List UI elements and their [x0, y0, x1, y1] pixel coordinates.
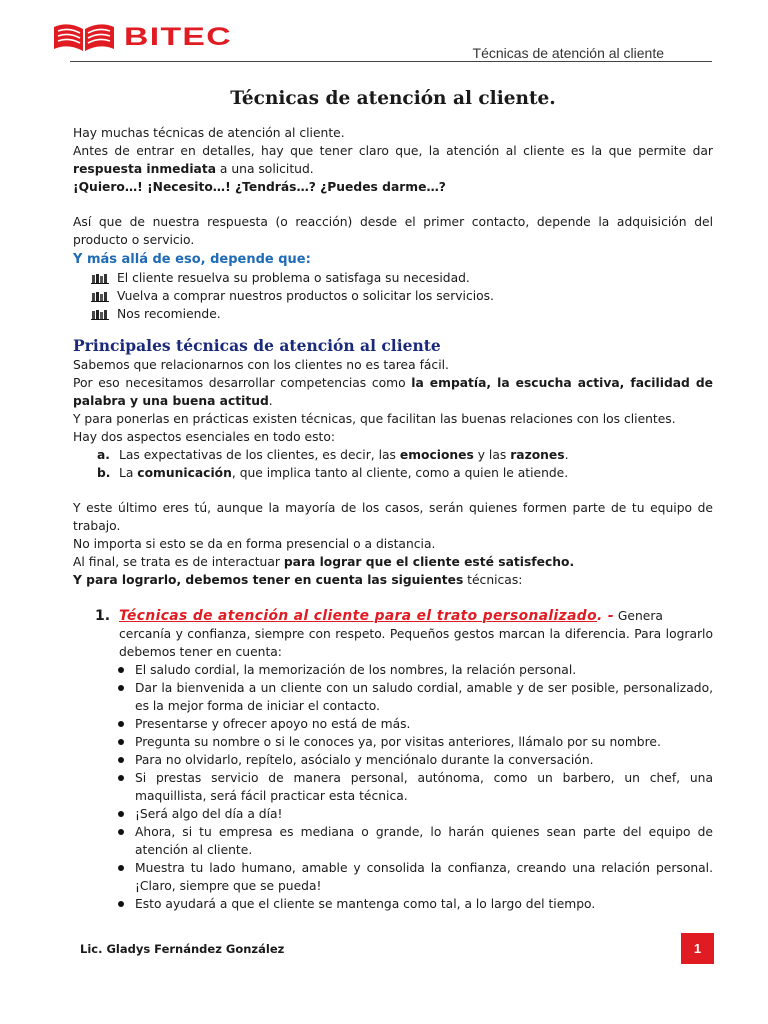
aspect-bold: emociones — [399, 448, 474, 462]
list-item: El saludo cordial, la memorización de los nombres, la relación personal. — [135, 661, 713, 679]
principal-p2-bold: la empatía, la escucha activa, facilidad de palabra y una buena actitud — [73, 376, 713, 408]
principal-p7-text: Al final, se trata es de interactuar — [73, 555, 284, 569]
principal-p8-bold: Y para lograrlo, debemos tener en cuenta las siguientes — [73, 573, 464, 587]
intro-p2-text: Antes de entrar en detalles, hay que tener claro que, la atención al cliente es la que permite dar — [73, 144, 713, 158]
list-item: Si prestas servicio de manera personal, autónoma, como un barbero, un chef, una maquillista, será fácil practicar esta técnica. — [135, 771, 713, 803]
list-item: Muestra tu lado humano, amable y consolida la confianza, creando una relación personal. ¡Claro, siempre que se pueda! — [135, 861, 713, 893]
beyond-list — [73, 269, 713, 323]
list-item-text: El cliente resuelva su problema o satisfaga su necesidad. — [117, 271, 470, 285]
list-item — [97, 446, 713, 464]
list-item: Presentarse y ofrecer apoyo no está de más. — [135, 715, 713, 733]
aspect-text: . — [564, 448, 569, 462]
intro-paragraph-1: Hay muchas técnicas de atención al cliente. — [73, 126, 345, 140]
list-item: Dar la bienvenida a un cliente con un saludo cordial, amable y de ser posible, personalizado, es la mejor forma de iniciar el contacto. — [135, 681, 713, 713]
principal-paragraph-6: No importa si esto se da en forma presencial o a distancia. — [73, 537, 436, 551]
list-item: ¡Será algo del día a día! — [135, 805, 713, 823]
aspect-text: y las — [473, 448, 511, 462]
logo-wordmark: BITEC — [124, 22, 232, 51]
technique-number: 1. — [95, 608, 111, 624]
aspect-text: La — [119, 466, 138, 480]
intro-paragraph-4: Así que de nuestra respuesta (o reacción) desde el primer contacto, depende la adquisición del producto o servicio. — [73, 215, 713, 247]
intro-paragraph-3 — [73, 178, 713, 196]
list-item-text: Nos recomiende. — [117, 307, 221, 321]
list-item: Esto ayudará a que el cliente se mantenga como tal, a lo largo del tiempo. — [135, 895, 713, 913]
technique-1-intro: cercanía y confianza, siempre con respeto. Pequeños gestos marcan la diferencia. Para lograrlo debemos tener en cuenta: — [119, 627, 713, 659]
aspect-bold: comunicación — [137, 466, 232, 480]
principal-p2-tail: . — [268, 394, 273, 408]
books-bullet-icon — [91, 309, 111, 320]
principal-paragraph-4: Hay dos aspectos esenciales en todo esto: — [73, 430, 335, 444]
page-number-badge: 1 — [681, 933, 714, 964]
aspect-bold: razones — [510, 448, 565, 462]
running-header: Técnicas de atención al cliente — [472, 45, 664, 61]
list-item-text: Vuelva a comprar nuestros productos o solicitar los servicios. — [117, 289, 494, 303]
aspect-text: , que implica tanto al cliente, como a quien le atiende. — [231, 466, 569, 480]
bitec-logo — [52, 20, 232, 54]
document-title: Técnicas de atención al cliente. — [230, 88, 556, 109]
principal-paragraph-1: Sabemos que relacionarnos con los clientes no es tarea fácil. — [73, 358, 449, 372]
document-body — [73, 86, 713, 913]
section-heading: Principales técnicas de atención al cliente — [73, 336, 441, 355]
aspect-text: Las expectativas de los clientes, es decir, las — [119, 448, 400, 462]
list-item: Pregunta su nombre o si le conoces ya, por visitas anteriores, llámalo por su nombre. — [135, 733, 713, 751]
intro-p2-bold: respuesta inmediata — [73, 162, 217, 176]
footer-author: Lic. Gladys Fernández González — [80, 942, 285, 956]
list-item — [91, 287, 713, 305]
book-logo-icon — [52, 21, 116, 53]
books-bullet-icon — [91, 291, 111, 302]
principal-paragraph-3: Y para ponerlas en prácticas existen técnicas, que facilitan las buenas relaciones con los clientes. — [73, 412, 676, 426]
technique-1-heading — [73, 607, 713, 625]
principal-paragraph-2 — [73, 374, 713, 410]
header-rule — [70, 61, 712, 62]
principal-p2-text: Por eso necesitamos desarrollar competencias como — [73, 376, 412, 390]
principal-paragraph-7 — [73, 553, 713, 571]
principal-p8-tail: técnicas: — [463, 573, 523, 587]
intro-paragraph-2 — [73, 142, 713, 178]
technique-intro-start: Genera — [613, 609, 663, 623]
books-bullet-icon — [91, 273, 111, 284]
technique-separator: . - — [596, 608, 614, 624]
technique-1-bullets — [73, 661, 713, 913]
list-item: Ahora, si tu empresa es mediana o grande, lo harán quienes sean parte del equipo de atención al cliente. — [135, 825, 713, 857]
principal-paragraph-5: Y este último eres tú, aunque la mayoría de los casos, serán quienes formen parte de tu equipo de trabajo. — [73, 501, 713, 533]
list-marker: a. — [97, 448, 110, 462]
list-marker: b. — [97, 466, 111, 480]
intro-p2-tail: a una solicitud. — [216, 162, 314, 176]
list-item: Para no olvidarlo, repítelo, asócialo y menciónalo durante la conversación. — [135, 751, 713, 769]
aspects-list — [73, 446, 713, 482]
beyond-heading: Y más allá de eso, depende que: — [73, 252, 311, 267]
principal-p7-bold: para lograr que el cliente esté satisfecho. — [283, 555, 575, 569]
intro-p3-bold: ¡Quiero…! ¡Necesito…! ¿Tendrás…? ¿Puedes darme…? — [73, 180, 446, 194]
principal-paragraph-8 — [73, 571, 713, 589]
list-item — [91, 305, 713, 323]
list-item — [97, 464, 713, 482]
technique-title: Técnicas de atención al cliente para el trato personalizado — [119, 608, 597, 624]
list-item — [91, 269, 713, 287]
